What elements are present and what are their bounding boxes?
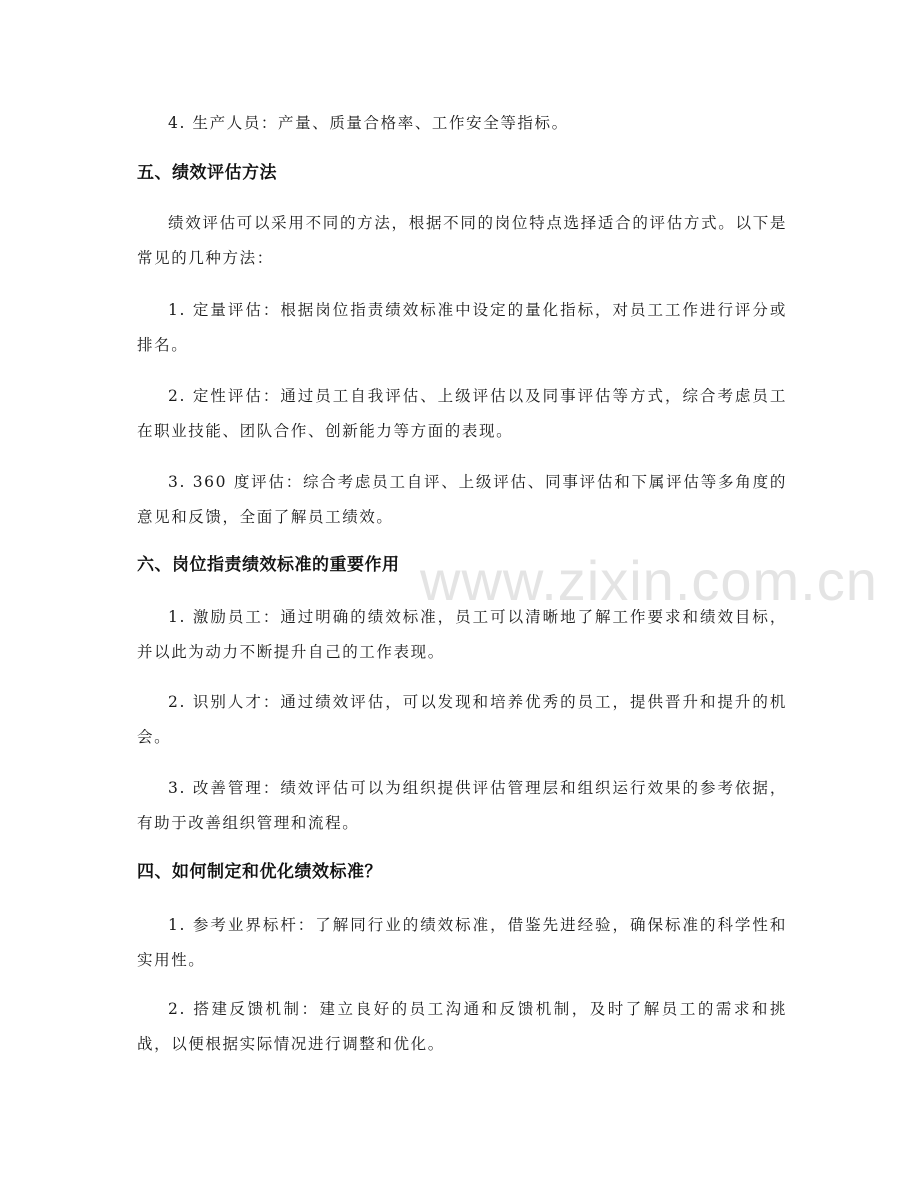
- paragraph-s6-item-3: 3. 改善管理：绩效评估可以为组织提供评估管理层和组织运行效果的参考依据，有助于改善组织管理和流程。: [137, 779, 787, 832]
- paragraph-s5-intro: 绩效评估可以采用不同的方法，根据不同的岗位特点选择适合的评估方式。以下是常见的几种方法：: [137, 214, 787, 267]
- section-heading-4: 四、如何制定和优化绩效标准？: [137, 862, 382, 882]
- paragraph-s4-item-1: 1. 参考业界标杆：了解同行业的绩效标准，借鉴先进经验，确保标准的科学性和实用性。: [137, 916, 787, 969]
- paragraph-s5-item-1: 1. 定量评估：根据岗位指责绩效标准中设定的量化指标，对员工工作进行评分或排名。: [137, 301, 787, 354]
- paragraph-intro-item: 4. 生产人员：产量、质量合格率、工作安全等指标。: [168, 114, 569, 132]
- paragraph-s6-item-1: 1. 激励员工：通过明确的绩效标准，员工可以清晰地了解工作要求和绩效目标，并以此为动力不断提升自己的工作表现。: [137, 608, 787, 661]
- watermark: www.zixin.com.cn: [420, 549, 878, 612]
- section-heading-5: 五、绩效评估方法: [137, 163, 277, 183]
- paragraph-s4-item-2: 2. 搭建反馈机制：建立良好的员工沟通和反馈机制，及时了解员工的需求和挑战，以便根据实际情况进行调整和优化。: [137, 1000, 787, 1053]
- paragraph-s5-item-3: 3. 360 度评估：综合考虑员工自评、上级评估、同事评估和下属评估等多角度的意见和反馈，全面了解员工绩效。: [137, 473, 787, 526]
- paragraph-s5-item-2: 2. 定性评估：通过员工自我评估、上级评估以及同事评估等方式，综合考虑员工在职业技能、团队合作、创新能力等方面的表现。: [137, 387, 787, 440]
- section-heading-6: 六、岗位指责绩效标准的重要作用: [137, 555, 400, 575]
- paragraph-s6-item-2: 2. 识别人才：通过绩效评估，可以发现和培养优秀的员工，提供晋升和提升的机会。: [137, 693, 787, 746]
